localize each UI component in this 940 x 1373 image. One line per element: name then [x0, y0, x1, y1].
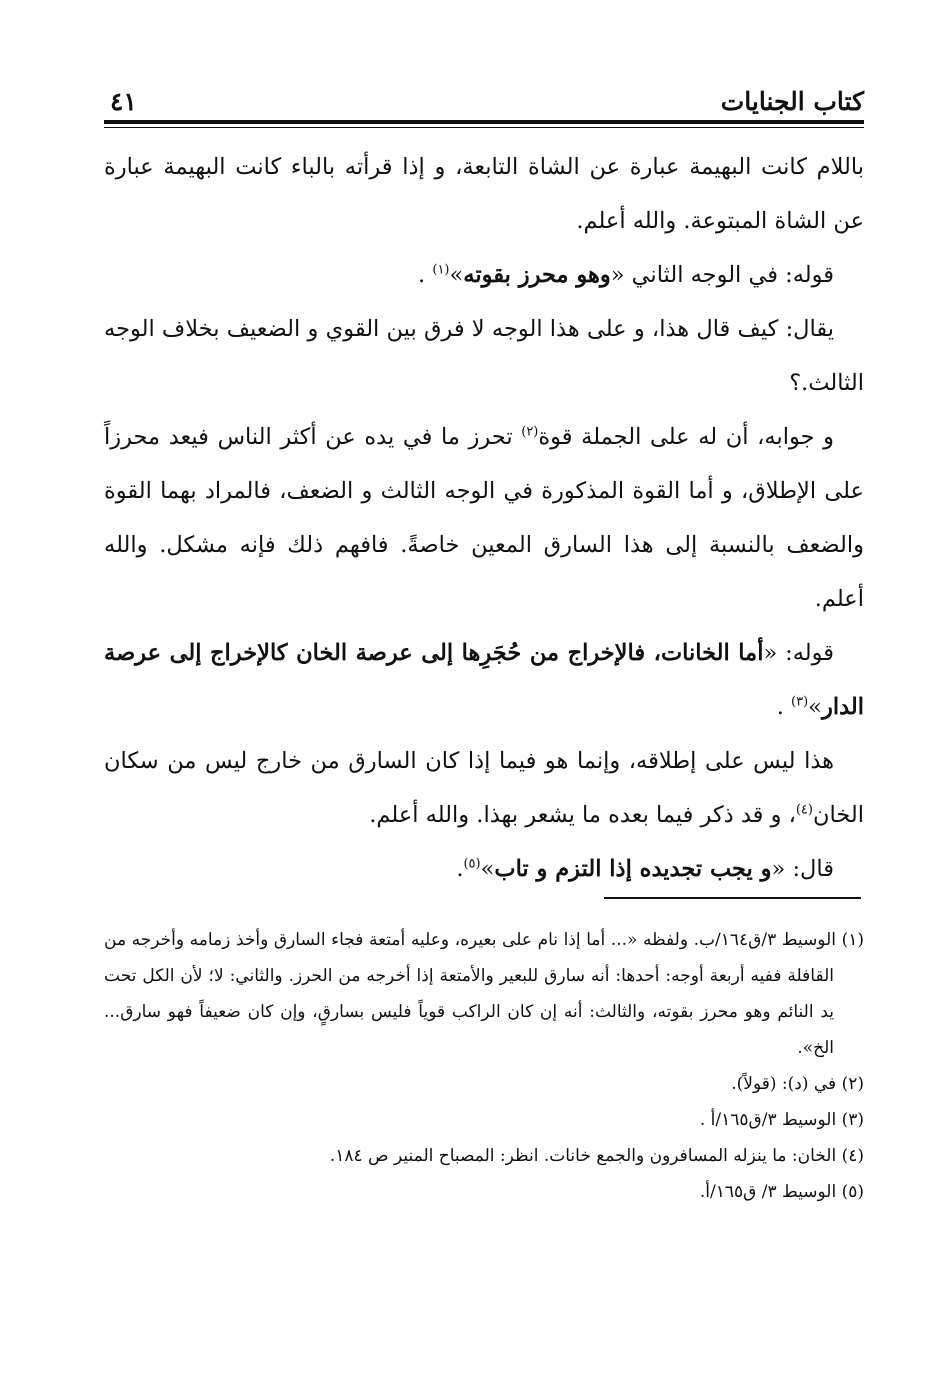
footnote-separator — [604, 897, 861, 899]
paragraph-1: باللام كانت البهيمة عبارة عن الشاة التابعة، و إذا قرأته بالباء كانت البهيمة عبارة عن الشاة المبتوعة. والله أعلم. — [104, 154, 864, 234]
text-before-ref: و جوابه، أن له على الجملة قوة — [538, 424, 834, 450]
footnote-ref-5: (٥) — [463, 856, 481, 872]
footnotes — [104, 922, 864, 1210]
quote-lead: قوله: « — [763, 640, 835, 666]
paragraph-2 — [104, 248, 864, 302]
main-text — [104, 140, 864, 896]
quoted-text: أما الخانات، فالإخراج من حُجَرِها إلى عرصة الخان كالإخراج إلى عرصة الدار — [104, 640, 864, 720]
footnote-1: (١) الوسيط ٣/ق١٦٤/ب. ولفظه «... أما إذا نام على بعيره، وعليه أمتعة فجاء السارق وأخذ زمامه وأخرجه من القافلة ففيه أربعة أوجه: أحدها: أنه سارق للبعير والأمتعة إذا أخرجه من الحرز. والثاني: لا؛ لأن الكل تحت يد النائم وهو محرز بقوته، والثالث: أنه إن كان الراكب قوياً فليس بسارقٍ، وإن كان ضعيفاً فهو سارق... الخ». — [104, 930, 864, 1058]
sentence-end: . — [418, 262, 433, 288]
page-header — [104, 82, 864, 120]
text-after-ref: تحرز ما في يده عن أكثر الناس فيعد محرزاً على الإطلاق، و أما القوة المذكورة في الوجه الثالث و الضعف، فالمراد بهما القوة والضعف بالنسبة إلى هذا السارق المعين خاصةً. فافهم ذلك فإنه مشكل. والله أعلم. — [104, 424, 864, 612]
footnote-3: (٣) الوسيط ٣/ق١٦٥/أ . — [699, 1110, 864, 1130]
running-title: كتاب الجنايات — [720, 87, 864, 116]
sentence-end: . — [776, 694, 792, 720]
quoted-text: و يجب تجديده إذا التزم و تاب — [494, 856, 772, 882]
quote-close: » — [480, 856, 495, 882]
header-rule-thin — [104, 127, 864, 128]
sentence-end: . — [456, 856, 464, 882]
quote-close: » — [808, 694, 822, 720]
footnote-ref-3: (٣) — [791, 694, 809, 710]
footnote-4: (٤) الخان: ما ينزله المسافرون والجمع خانات. انظر: المصباح المنير ص ١٨٤. — [329, 1146, 864, 1166]
header-rule-thick — [104, 120, 864, 124]
quoted-text: وهو محرز بقوته — [463, 262, 611, 288]
quote-close: » — [449, 262, 464, 288]
footnote-ref-4: (٤) — [795, 802, 813, 818]
paragraph-5 — [104, 626, 864, 734]
text-before-ref: هذا ليس على إطلاقه، وإنما هو فيما إذا كان السارق من خارج ليس من سكان الخان — [104, 748, 864, 828]
footnote-ref-1: (١) — [432, 262, 450, 278]
text-after-ref: ، و قد ذكر فيما بعده ما يشعر بهذا. والله أعلم. — [369, 802, 796, 828]
paragraph-6 — [104, 734, 864, 842]
paragraph-4 — [104, 410, 864, 626]
paragraph-7 — [104, 842, 864, 896]
paragraph-3: يقال: كيف قال هذا، و على هذا الوجه لا فرق بين القوي و الضعيف بخلاف الوجه الثالث.؟ — [104, 316, 864, 396]
page-number: ٤١ — [110, 87, 137, 116]
quote-lead: قال: « — [771, 856, 834, 882]
footnote-2: (٢) في (د): (قولاً). — [731, 1074, 864, 1094]
footnote-ref-2: (٢) — [521, 424, 539, 440]
quote-lead: قوله: في الوجه الثاني « — [610, 262, 834, 288]
footnote-5: (٥) الوسيط ٣/ ق١٦٥/أ. — [699, 1182, 864, 1202]
